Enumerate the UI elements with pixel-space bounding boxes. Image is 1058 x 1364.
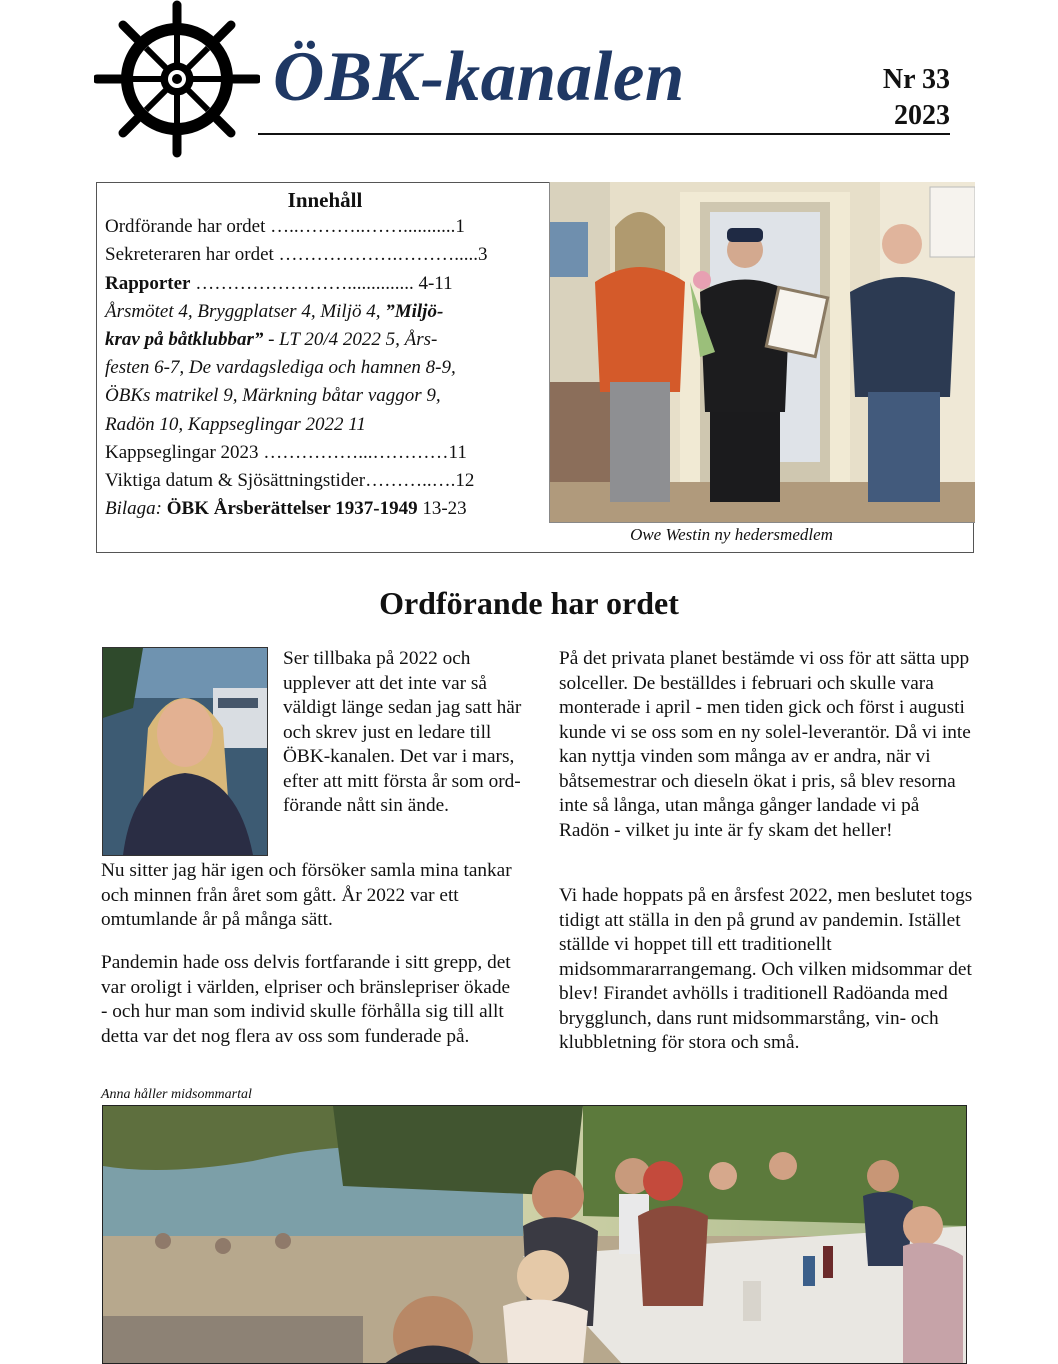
toc-entry: Kappseglingar 2023 ……………...…………11 (105, 441, 467, 463)
toc-subentry-text: - LT 20/4 2022 5, Års- (263, 329, 438, 351)
toc-entry-pages: 13-23 (417, 498, 467, 520)
toc-entry: Viktiga datum & Sjösättningstider………..….12 (105, 470, 475, 492)
toc-entry-label: Rapporter (105, 272, 191, 294)
toc-subentry-bold: krav på båtklubbar” (105, 329, 264, 351)
toc-entry: Ordförande har ordet …..………..……...........1 (105, 216, 465, 238)
masthead-title: ÖBK-kanalen (273, 38, 685, 116)
article-paragraph: Pandemin hade oss delvis fortfarande i sitt grepp, det var oroligt i världen, elpriser och bränslepriser ökade - och hur man som individ skulle förhålla sig till allt detta var det nog flera av oss som funderade på. (101, 952, 511, 1047)
toc-subentry-bold: ”Miljö- (385, 300, 444, 322)
honorary-member-photo (549, 182, 975, 523)
chairperson-portrait (102, 647, 268, 856)
issue-number: Nr 33 (882, 64, 950, 95)
toc-entry-pages: …………………….............. 4-11 (190, 272, 453, 294)
toc-entry (105, 495, 545, 523)
article-paragraph: Nu sitter jag här igen och försöker samla mina tankar och minnen från året som gått. År 2022 var ett omtumlande år på många sätt. (101, 860, 512, 930)
toc-entry-label: Bilaga: (105, 498, 167, 520)
toc-subentry (105, 298, 545, 326)
toc-subentry: ÖBKs matrikel 9, Märkning båtar vaggor 9, (105, 385, 441, 407)
toc-entry (105, 270, 545, 298)
toc-subentry (105, 326, 545, 354)
article-paragraph: Ser tillbaka på 2022 och upplever att det inte var så väldigt länge sedan jag satt här och skrev just en ledare till ÖBK-kanalen. Det var i mars, efter att mitt första år som ord-förande nått sin ände. (283, 648, 522, 816)
toc-heading: Innehåll (287, 188, 363, 212)
article-paragraph: På det privata planet bestämde vi oss för att sätta upp solceller. De beställdes i februari och skulle vara monterade i april - men tiden gick och först i augusti kunde vi se oss som en ny solel-leverantör. Då vi inte kan nyttja vinden som många av er andra, när vi båtsemestrar och dieseln ökat i pris, så blev resorna inte så långa, utan många gånger landade vi på Radön - vilket ju inte är fy skam det heller! (559, 648, 971, 841)
photo-caption: Owe Westin ny hedersmedlem (630, 525, 833, 544)
midsummer-dinner-photo (102, 1105, 967, 1364)
ship-wheel-logo (94, 0, 260, 158)
section-title: Ordförande har ordet (379, 585, 679, 621)
masthead-rule (258, 133, 950, 135)
article-paragraph: Vi hade hoppats på en årsfest 2022, men beslutet togs tidigt att ställa in den på grund av pandemin. Istället ställde vi hoppet till ett traditionellt midsommararrangemang. Och vilken midsommar det blev! Firandet avhölls i traditionell Radöanda med brygglunch, dans runt midsommarstång, vin- och klubbletning för stora och små. (559, 885, 973, 1053)
issue-info (883, 62, 950, 134)
toc-subentry: festen 6-7, De vardagslediga och hamnen 8-9, (105, 357, 456, 379)
toc-subentry-text: Årsmötet 4, Bryggplatser 4, Miljö 4, (105, 300, 386, 322)
toc-entry: Sekreteraren har ordet ……………….……….....3 (105, 244, 488, 266)
toc-subentry: Radön 10, Kappseglingar 2022 11 (105, 413, 366, 435)
issue-year: 2023 (894, 100, 950, 131)
toc-entry-bold: ÖBK Årsberättelser 1937-1949 (166, 498, 418, 520)
photo-caption: Anna håller midsommartal (101, 1087, 252, 1102)
table-of-contents (105, 186, 545, 523)
